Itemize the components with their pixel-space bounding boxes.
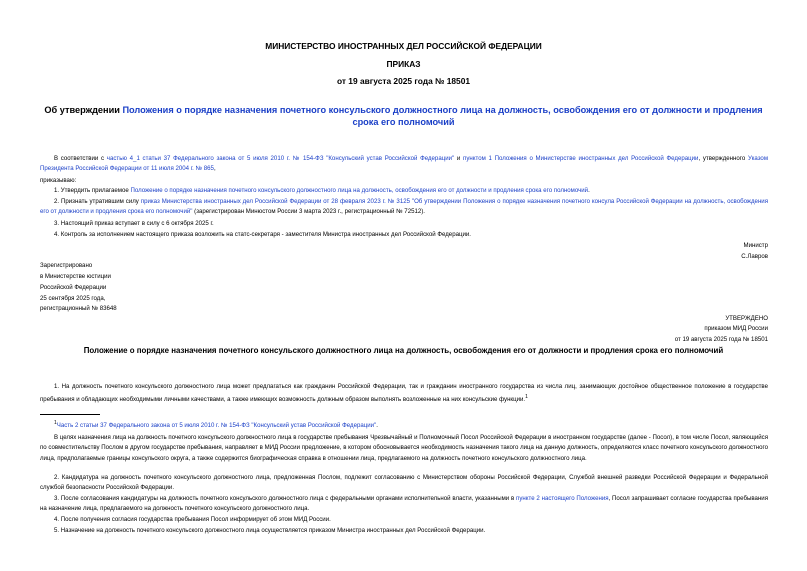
item-2-end: (зарегистрирован Минюстом России 3 марта 2023 г., регистрационный № 72512).	[192, 208, 425, 216]
approval-line-2: приказом МИД России	[704, 325, 768, 332]
preamble-link-regulation[interactable]: пунктом 1 Положения о Министерстве иностранных дел Российской Федерации	[463, 155, 699, 162]
preamble-text-1: В соответствии с	[54, 155, 107, 162]
footnote-end: .	[376, 422, 378, 430]
order-item-4: 4. Контроль за исполнением настоящего приказа возложить на статс-секретаря - заместителя Министра иностранных дел Российской Федерации.	[54, 231, 471, 238]
regulation-paragraph-5: 5. Назначение на должность почетного консульского должностного лица осуществляется приказом Министра иностранных дел Российской Федерации.	[54, 527, 486, 534]
preamble-link-law[interactable]: частью 4_1 статьи 37 Федерального закона от 5 июля 2010 г. № 154-ФЗ "Консульский устав Российской Федерации"	[106, 155, 455, 162]
regulation-paragraph-3	[40, 494, 768, 515]
approval-line-3: от 19 августа 2025 года № 18501	[674, 336, 768, 343]
paragraph-3-text-b: , Посол запрашивает согласие государства пребывания на назначение лица, предлагаемого на должность почетного консульского должностного лица.	[40, 495, 768, 513]
item-1-end: .	[588, 187, 590, 194]
footnote-number: 1	[54, 420, 57, 426]
preamble-text-4: ,	[213, 165, 216, 173]
signature-position: Министр	[743, 242, 768, 249]
order-item-3: 3. Настоящий приказ вступает в силу с 6 октября 2025 г.	[54, 220, 214, 227]
registration-line-4: 25 сентября 2025 года,	[40, 295, 106, 302]
order-title	[40, 104, 767, 128]
date-number-heading: от 19 августа 2025 года № 18501	[336, 76, 471, 86]
regulation-paragraph-2: 2. Кандидатура на должность почетного консульского должностного лица, предложенная Послом, подлежит согласованию с Министерством обороны Российской Федерации, Службой внешней разведки Российской Федерации и Федеральной службой безопасности Российской Федерации.	[40, 474, 768, 492]
preamble	[40, 154, 768, 175]
item-1-link[interactable]: Положение о порядке назначения почетного консульского должностного лица на должность, освобождения его от должности и продления срока его полномочий	[130, 187, 589, 194]
regulation-paragraph-4: 4. После получения согласия государства пребывания Посол информирует об этом МИД России.	[54, 516, 331, 523]
preamble-text-3: , утвержденного	[698, 155, 748, 162]
regulation-paragraph-1	[40, 382, 768, 406]
paragraph-1-text: 1. На должность почетного консульского должностного лица может предлагаться как гражданин Российской Федерации, так и гражданин иностранного государства из числа лиц, занимающих достойное общественное положение в государстве пребывания и обладающих необходимыми личными качествами, а также имеющих возможность должным образом выполнять возложенные на них консульские функции.	[40, 383, 768, 404]
footnote-reference[interactable]: 1	[525, 394, 528, 401]
order-title-prefix: Об утверждении	[44, 105, 123, 115]
paragraph-3-link[interactable]: пункте 2 настоящего Положения	[516, 495, 609, 502]
approval-line-1: УТВЕРЖДЕНО	[725, 315, 768, 322]
doc-type-heading: ПРИКАЗ	[386, 59, 421, 69]
footnote	[40, 418, 768, 431]
regulation-paragraph-1b: В целях назначения лица на должность почетного консульского должностного лица в государстве пребывания Чрезвычайный и Полномочный Посол Российской Федерации в иностранном государстве (далее - Посол), в том числе Посол, являющийся по совместительству Послом в другом государстве пребывания, направляет в МИД России предложение, в котором обосновывается необходимость назначения такого лица на данную должность, определяются класс почетного консульского должностного лица, предполагаемые границы консульского округа, а также содержится биографическая справка в отношении лица, предлагаемого на должность почетного консульского должностного лица.	[40, 434, 768, 462]
item-2-link[interactable]: приказ Министерства иностранных дел Российской Федерации от 28 февраля 2023 г. № 3125 "Об утверждении Положения о порядке назначения почетного консула Российской Федерации на должность, освобождения его от должности и продления срока его полномочий"	[40, 198, 769, 216]
registration-line-2: в Министерстве юстиции	[40, 273, 111, 280]
footnote-link[interactable]: Часть 2 статьи 37 Федерального закона от 5 июля 2010 г. № 154-ФЗ "Консульский устав Российской Федерации"	[56, 422, 377, 430]
registration-line-1: Зарегистрировано	[40, 262, 93, 269]
signature-name: С.Лавров	[741, 253, 768, 260]
item-1-text: 1. Утвердить прилагаемое	[54, 187, 131, 194]
ministry-heading: МИНИСТЕРСТВО ИНОСТРАННЫХ ДЕЛ РОССИЙСКОЙ ФЕДЕРАЦИИ	[265, 41, 542, 51]
preamble-link-decree[interactable]: Указом Президента Российской Федерации от 11 июля 2004 г. № 865	[40, 155, 769, 173]
order-title-link[interactable]: Положения о порядке назначения почетного консульского должностного лица на должность, освобождения его от должности и продления срока его полномочий	[122, 105, 763, 127]
registration-line-3: Российской Федерации	[40, 284, 107, 291]
preamble-text-2: и	[454, 155, 464, 162]
regulation-title: Положение о порядке назначения почетного консульского должностного лица на должность, освобождения его от должности и продления срока его полномочий	[83, 346, 724, 355]
footnote-divider	[40, 414, 100, 415]
registration-line-5: регистрационный № 83648	[40, 305, 117, 312]
order-item-1	[40, 186, 768, 196]
paragraph-3-text-a: 3. После согласования кандидатуры на должность почетного консульского должностного лица с федеральными органами исполнительной власти, указанными в	[54, 495, 517, 502]
item-2-text: 2. Признать утратившим силу	[54, 198, 141, 205]
order-word: приказываю:	[40, 177, 77, 184]
order-item-2	[40, 197, 768, 218]
